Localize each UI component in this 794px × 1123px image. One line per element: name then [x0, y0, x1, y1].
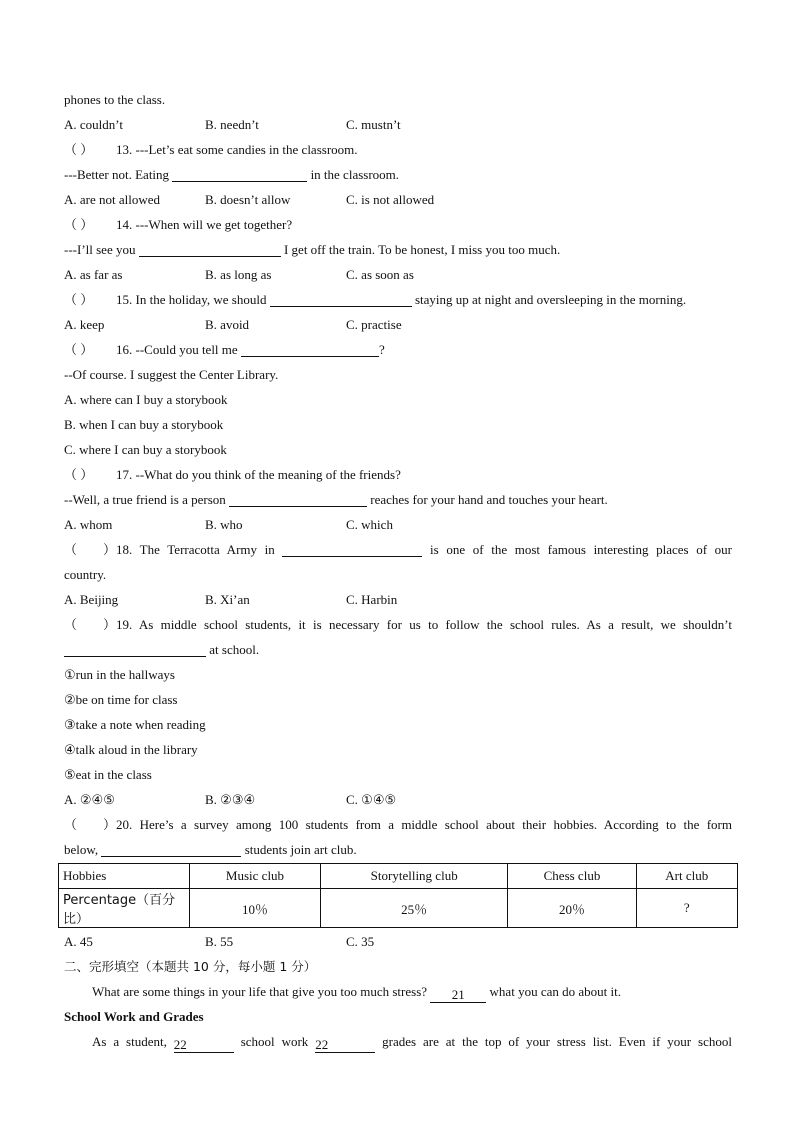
q16-question-post: ?: [378, 342, 385, 357]
q15-option-a[interactable]: A. keep: [64, 317, 105, 332]
q15-stem: [64, 287, 732, 312]
q12-option-c[interactable]: C. mustn’t: [346, 117, 401, 132]
q20-blank[interactable]: [101, 841, 241, 857]
q19-item-2: ②be on time for class: [64, 692, 178, 707]
q18-question-pre: 18. The Terracotta Army in: [116, 542, 283, 557]
q14-response: [64, 237, 732, 262]
q19-answer-paren[interactable]: （ ）: [64, 617, 116, 632]
q19-item-4: ④talk aloud in the library: [64, 742, 198, 757]
cloze-p2-post: grades are at the top of your stress list. Even if your school: [375, 1034, 732, 1049]
q18-blank[interactable]: [282, 541, 422, 557]
q15-option-b[interactable]: B. avoid: [205, 317, 250, 332]
q12-stem-end: phones to the class.: [64, 92, 166, 107]
q14-response-pre: ---I’ll see you: [64, 242, 139, 257]
q16-option-a[interactable]: A. where can I buy a storybook: [64, 392, 228, 407]
q20-option-c[interactable]: C. 35: [346, 934, 375, 949]
q13-stem: [64, 137, 732, 162]
q17-blank[interactable]: [229, 491, 367, 507]
q12-option-a[interactable]: A. couldn’t: [64, 117, 123, 132]
q19-question-post: at school.: [206, 642, 260, 657]
table-header-cell: Hobbies: [59, 864, 190, 889]
exam-page: [64, 87, 732, 1054]
q15-question-pre: 15. In the holiday, we should: [116, 292, 270, 307]
table-header-row: [59, 864, 738, 889]
q14-answer-paren[interactable]: （ ）: [64, 217, 94, 232]
q16-question-pre: 16. --Could you tell me: [116, 342, 241, 357]
table-cell: 25％: [321, 889, 508, 928]
table-row: [59, 889, 738, 928]
q19-item-1: ①run in the hallways: [64, 667, 175, 682]
q13-answer-paren[interactable]: （ ）: [64, 142, 94, 157]
q16-blank[interactable]: [241, 341, 379, 357]
q17-option-c[interactable]: C. which: [346, 517, 393, 532]
q18-stem: [64, 537, 732, 562]
q15-question-post: staying up at night and oversleeping in the morning.: [411, 292, 687, 307]
q15-blank[interactable]: [270, 291, 412, 307]
q18-answer-paren[interactable]: （ ）: [64, 542, 116, 557]
q14-stem: [64, 212, 732, 237]
q16-answer-paren[interactable]: （ ）: [64, 342, 94, 357]
cloze-p2-pre: As a student,: [92, 1034, 174, 1049]
q13-blank[interactable]: [172, 166, 307, 182]
cloze-p1-pre: What are some things in your life that give you too much stress?: [92, 984, 431, 999]
q14-blank[interactable]: [139, 241, 281, 257]
q20-option-b[interactable]: B. 55: [205, 934, 234, 949]
q13-options: [64, 187, 732, 212]
q18-stem-cont: country.: [64, 567, 107, 582]
q18-question-post: is one of the most famous interesting places of our: [422, 542, 732, 557]
q16-stem: [64, 337, 732, 362]
q17-option-b[interactable]: B. who: [205, 517, 243, 532]
q13-option-b[interactable]: B. doesn’t allow: [205, 192, 291, 207]
q13-question: 13. ---Let’s eat some candies in the classroom.: [116, 142, 358, 157]
q20-answer-paren[interactable]: （ ）: [64, 817, 116, 832]
q18-options: [64, 587, 732, 612]
q14-response-post: I get off the train. To be honest, I miss you too much.: [280, 242, 561, 257]
q20-question-post: students join art club.: [241, 842, 357, 857]
table-cell: ?: [636, 889, 737, 928]
q20-stem-cont: [64, 837, 732, 862]
q12-options: [64, 112, 732, 137]
q17-options: [64, 512, 732, 537]
q13-response: [64, 162, 732, 187]
q19-item-5: ⑤eat in the class: [64, 767, 152, 782]
q18-option-b[interactable]: B. Xi’an: [205, 592, 250, 607]
table-header-cell: Chess club: [508, 864, 636, 889]
cloze-heading: School Work and Grades: [64, 1009, 204, 1024]
q16-option-c[interactable]: C. where I can buy a storybook: [64, 442, 227, 457]
cloze-blank-22a[interactable]: 22: [174, 1037, 234, 1053]
q16-response: --Of course. I suggest the Center Library.: [64, 367, 279, 382]
q18-option-c[interactable]: C. Harbin: [346, 592, 398, 607]
q15-option-c[interactable]: C. practise: [346, 317, 402, 332]
q19-option-b[interactable]: B. ②③④: [205, 792, 256, 807]
q19-blank[interactable]: [64, 641, 206, 657]
q19-question: 19. As middle school students, it is necessary for us to follow the school rules. As a result, we shouldn’t: [116, 617, 732, 632]
q17-option-a[interactable]: A. whom: [64, 517, 113, 532]
q14-option-c[interactable]: C. as soon as: [346, 267, 414, 282]
cloze-p2-mid: school work: [233, 1034, 316, 1049]
q20-stem: [64, 812, 732, 837]
q19-stem: [64, 612, 732, 637]
table-header-cell: Art club: [636, 864, 737, 889]
q17-response-post: reaches for your hand and touches your heart.: [367, 492, 608, 507]
cloze-p1-post: what you can do about it.: [486, 984, 621, 999]
q20-option-a[interactable]: A. 45: [64, 934, 93, 949]
q19-option-a[interactable]: A. ②④⑤: [64, 792, 115, 807]
q13-response-pre: ---Better not. Eating: [64, 167, 173, 182]
q14-option-b[interactable]: B. as long as: [205, 267, 272, 282]
q17-answer-paren[interactable]: （ ）: [64, 467, 94, 482]
cloze-blank-22b[interactable]: 22: [315, 1037, 375, 1053]
table-cell: Percentage（百分比）: [59, 889, 190, 928]
q17-response-pre: --Well, a true friend is a person: [64, 492, 230, 507]
q14-options: [64, 262, 732, 287]
q20-question: 20. Here’s a survey among 100 students from a middle school about their hobbies. According to the form: [116, 817, 732, 832]
cloze-blank-21[interactable]: 21: [430, 987, 486, 1003]
q19-stem-cont: [64, 637, 732, 662]
table-cell: 20％: [508, 889, 636, 928]
q19-option-c[interactable]: C. ①④⑤: [346, 792, 397, 807]
cloze-paragraph-2: [64, 1029, 732, 1054]
q16-option-b[interactable]: B. when I can buy a storybook: [64, 417, 224, 432]
q14-question: 14. ---When will we get together?: [116, 217, 293, 232]
q20-question-pre: below,: [64, 842, 102, 857]
q19-item-3: ③take a note when reading: [64, 717, 206, 732]
q12-option-b[interactable]: B. needn’t: [205, 117, 259, 132]
table-header-cell: Music club: [190, 864, 321, 889]
q13-option-a[interactable]: A. are not allowed: [64, 192, 161, 207]
hobbies-survey-table: [58, 863, 738, 928]
q13-option-c[interactable]: C. is not allowed: [346, 192, 435, 207]
cloze-paragraph-1: [64, 979, 732, 1004]
table-cell: 10％: [190, 889, 321, 928]
q18-option-a[interactable]: A. Beijing: [64, 592, 119, 607]
q13-response-post: in the classroom.: [307, 167, 400, 182]
q14-option-a[interactable]: A. as far as: [64, 267, 123, 282]
q19-options: [64, 787, 732, 812]
q15-options: [64, 312, 732, 337]
q17-response: [64, 487, 732, 512]
section-2-title: 二、完形填空（本题共 10 分，每小题 1 分）: [64, 959, 317, 974]
q17-question: 17. --What do you think of the meaning of the friends?: [116, 467, 401, 482]
table-header-cell: Storytelling club: [321, 864, 508, 889]
q17-stem: [64, 462, 732, 487]
q15-answer-paren[interactable]: （ ）: [64, 292, 94, 307]
q20-options: [64, 929, 732, 954]
